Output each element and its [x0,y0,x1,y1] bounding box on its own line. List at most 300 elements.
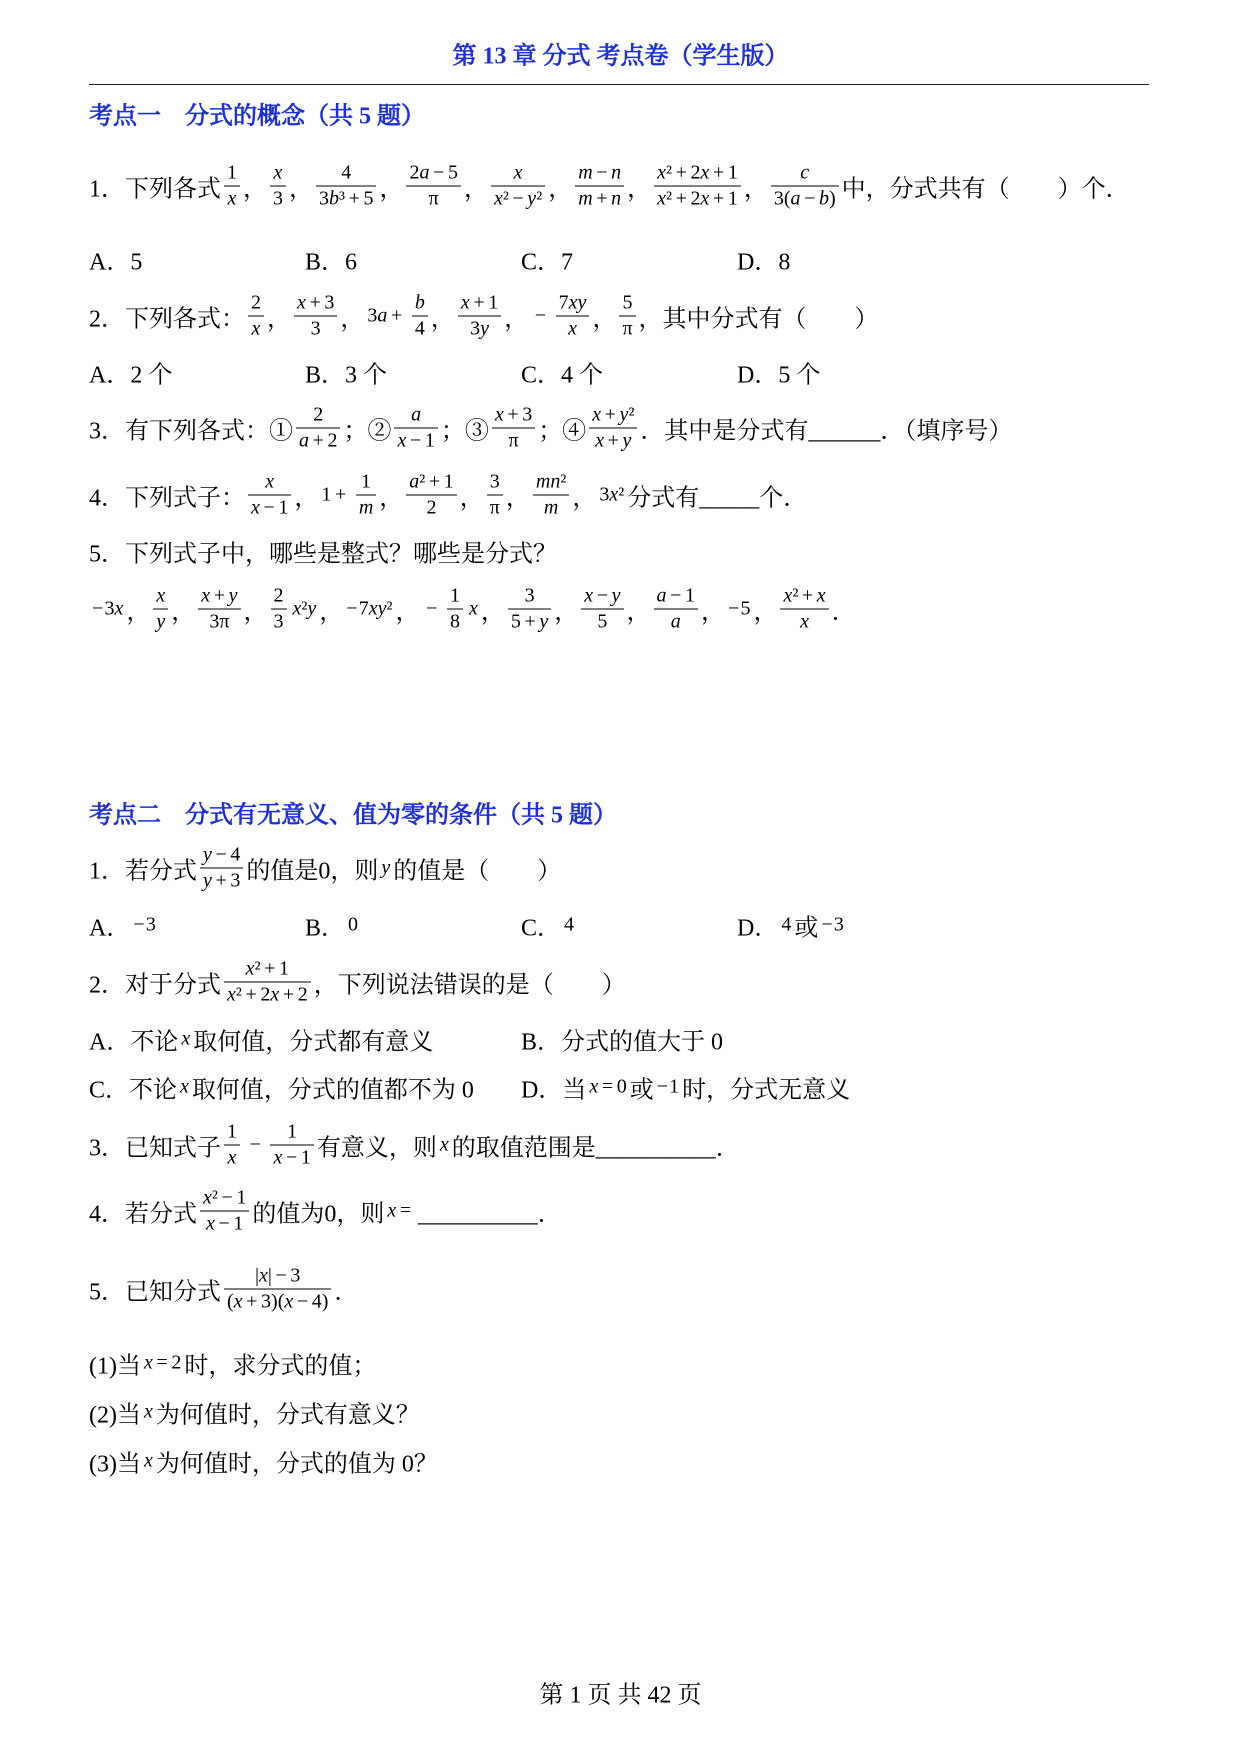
option-item [521,242,737,277]
math-operator: − [285,1146,298,1169]
math-variable: x [143,1400,153,1423]
math-symbol: 1 [300,1146,311,1169]
math-expression [290,598,320,621]
math-operator: + [334,483,347,506]
math-expression [586,1076,629,1099]
math-variable: m [578,161,593,184]
math-symbol: ( [227,1290,234,1313]
options-line [89,355,953,390]
text-run: C．7 [521,249,574,276]
math-symbol: π [219,610,230,633]
math-symbol: 2 [313,403,324,426]
math-operator: + [473,291,485,314]
math-symbol: 1 [236,1186,247,1209]
math-symbol: ² [419,470,426,493]
math-symbol: 1 [361,470,372,493]
math-variable: x [595,429,605,452]
math-symbol: 3 [310,317,321,340]
math-symbol: π [489,496,500,519]
math-variable: x [227,187,237,210]
math-expression [778,914,794,937]
math-variable: a [377,304,388,327]
math-variable: x [206,1212,215,1235]
fraction-numerator [270,162,286,186]
math-variable: x [800,610,809,633]
fraction-denominator [581,609,623,634]
section-heading: 考点一 分式的概念（共 5 题） [89,103,425,130]
math-symbol: 3 [524,584,535,607]
math-symbol: | [267,1264,272,1287]
math-expression [654,1076,682,1099]
fraction-denominator [224,982,311,1007]
math-symbol: 3 [273,187,283,210]
fraction-denominator [394,428,437,453]
math-operator: − [296,1290,309,1313]
math-operator: + [801,584,814,607]
fraction-denominator [458,316,501,341]
text-run: 5．下列式子中，哪些是整式？哪些是分式？ [89,541,557,568]
option-item [521,908,737,943]
option-item [305,242,521,277]
math-variable: x [397,429,407,452]
fraction-denominator [492,428,535,453]
math-symbol: 3 [230,869,241,892]
question-line [89,1121,740,1170]
math-variable: y [622,429,632,452]
text-run: ， [592,306,617,333]
math-operator: − [218,1212,230,1235]
math-symbol: 1 [727,161,738,184]
fraction-numerator [491,162,545,186]
math-symbol: 5 [597,610,608,633]
math-symbol: 3 [319,187,329,210]
fraction-numerator [406,162,460,186]
text-run: A．5 [89,249,143,276]
math-symbol: 1 [233,1212,244,1235]
math-symbol: 3 [522,403,533,426]
fraction [780,585,828,634]
math-symbol: 1 [727,187,738,210]
math-expression [437,1134,452,1157]
text-run: ， [243,599,268,626]
math-symbol: 3 [209,610,220,633]
math-symbol: 1 [321,483,332,506]
text-run: ， [294,485,319,512]
text-run: 的值是0，则 [246,858,379,885]
text-run: ， [430,306,455,333]
fraction-denominator [200,868,243,893]
text-run: ．其中是分式有______．（填序号） [640,418,1013,445]
text-run: D．当 [521,1077,587,1104]
question-line [89,162,1130,211]
math-operator: + [675,161,687,184]
text-run: ；② [343,418,392,445]
math-operator: − [133,913,145,936]
math-variable: x [387,1199,397,1222]
math-operator: − [534,304,547,327]
math-symbol: 5 [363,187,374,210]
fraction-numerator [492,404,535,428]
math-expression [141,1401,156,1424]
math-operator: + [246,1290,258,1313]
math-symbol: ² [560,470,567,493]
fraction-denominator [771,186,839,211]
question-line [89,404,1012,453]
math-variable: x [265,470,275,493]
fraction-numerator [575,162,624,186]
text-run: ， [243,176,267,203]
math-symbol: 3 [290,1264,301,1287]
text-run: 的取值范围是__________． [451,1135,740,1162]
math-variable: y [480,317,489,340]
fraction-numerator [248,292,264,316]
fraction-numerator [458,292,501,316]
math-variable: m [358,496,374,519]
math-variable: a [409,470,420,493]
math-symbol: 3 [773,187,784,210]
fraction-denominator [153,609,168,634]
math-symbol: 4 [230,843,241,866]
math-variable: x [201,584,211,607]
math-symbol: ( [783,187,791,210]
math-symbol: 2 [327,429,338,452]
text-run: C．不论 [89,1077,178,1104]
math-symbol: ² [301,597,308,620]
math-symbol: 2 [690,187,701,210]
math-operator: − [727,597,740,620]
math-variable: b [329,187,339,210]
math-operator: − [221,1186,233,1209]
fraction-denominator [533,495,569,520]
fraction [198,585,240,634]
math-variable: x [493,187,503,210]
math-operator: + [712,161,725,184]
fraction-numerator [654,585,698,609]
math-symbol: ² [254,957,261,980]
math-symbol: 3 [261,1290,272,1313]
text-run: ， [743,176,768,203]
math-symbol: 4 [311,1290,322,1313]
text-run: ， [480,599,505,626]
math-symbol: ² [235,983,242,1006]
math-variable: x [584,584,594,607]
option-item [521,1022,953,1057]
math-symbol: 2 [260,983,271,1006]
fraction-denominator [271,609,287,634]
math-variable: x [227,983,236,1006]
math-variable: x [181,1027,191,1050]
math-symbol: 7 [558,291,569,314]
fraction-numerator [556,292,590,316]
fraction-denominator [487,495,503,520]
question-line [89,1395,420,1430]
math-symbol: ) [321,1290,329,1313]
math-operator: + [312,429,324,452]
question-line [89,1346,376,1381]
math-variable: m [543,496,559,519]
option-item [737,908,953,943]
math-operator: − [670,584,682,607]
fraction [224,958,311,1007]
math-operator: + [213,584,226,607]
math-symbol: 1 [227,161,237,184]
question-line [89,958,626,1007]
fraction-numerator [296,404,340,428]
math-variable: m [578,187,593,210]
text-run: B．分式的值大于 0 [521,1029,724,1056]
math-operator: − [596,161,608,184]
text-run: ， [505,485,530,512]
math-symbol: 0 [348,913,359,936]
text-run: ． [334,1279,359,1306]
text-run: ， [267,306,291,333]
fraction [654,162,741,211]
math-symbol: ² [536,187,543,210]
fraction [316,162,376,211]
fraction-numerator [406,471,456,495]
math-expression [378,857,393,880]
math-symbol: 2 [409,161,420,184]
math-variable: n [550,470,561,493]
math-variable: y [228,584,238,607]
math-variable: x [114,597,124,620]
math-symbol: 4 [414,317,425,340]
fraction-numerator [270,1121,313,1145]
fraction-numerator [533,471,569,495]
fraction-numerator [619,292,635,316]
text-run: ， [395,599,420,626]
math-expression [178,1028,193,1051]
fraction-numerator [581,585,623,609]
fraction-denominator [200,1211,249,1236]
fraction-denominator [296,428,340,453]
math-expression [343,598,395,621]
fraction-numerator [316,162,376,186]
math-symbol: π [508,429,519,452]
math-variable: x [156,584,166,607]
math-expression [818,914,846,937]
math-variable: x [469,597,478,620]
option-item [521,355,737,390]
fraction [619,292,635,341]
fraction [356,471,376,520]
math-symbol: 2 [297,983,308,1006]
fraction-numerator [487,471,503,495]
math-expression [141,1450,156,1473]
math-variable: x [251,317,261,340]
math-symbol: 2 [171,1351,182,1374]
math-variable: b [414,291,425,314]
options-line [89,242,953,277]
math-operator: + [264,957,276,980]
math-variable: n [611,161,622,184]
text-run: 时，分式无意义 [682,1077,851,1104]
math-variable: x [494,403,504,426]
math-operator: + [524,610,536,633]
fraction [296,404,340,453]
math-variable: x [284,1290,294,1313]
fraction-numerator [224,162,240,186]
math-variable: x [368,597,378,620]
text-run: 2．对于分式 [89,972,221,999]
math-variable: x [245,957,255,980]
fraction-denominator [316,186,376,211]
math-symbol: 5 [510,610,521,633]
math-symbol: π [428,187,439,210]
math-symbol: ² [792,584,799,607]
math-symbol: ³ [339,187,345,210]
text-run: 取何值，分式的值都不为 0 [191,1077,474,1104]
math-symbol: 1 [669,1075,680,1098]
math-variable: y [377,597,387,620]
math-expression [89,598,126,621]
math-symbol: 1 [684,584,695,607]
fraction-denominator [406,495,456,520]
text-run: 中，分式共有（ ）个． [841,176,1130,203]
header-rule [89,84,1149,85]
math-operator: − [596,584,609,607]
fraction-numerator [224,1121,240,1145]
option-item [737,242,953,277]
text-run: 的值是（ ） [393,858,562,885]
text-run: C．4 个 [521,362,604,389]
fraction-denominator [248,495,291,520]
math-operator: − [215,843,227,866]
math-expression [596,484,627,507]
math-variable: y [307,597,317,620]
option-item [305,355,521,390]
math-variable: x [568,291,578,314]
text-run: 或 [629,1077,654,1104]
text-run: 为何值时，分式的值为 0？ [155,1451,438,1478]
math-variable: x [783,584,793,607]
math-operator: + [348,187,360,210]
fraction-numerator [412,292,428,316]
text-run: D．8 [737,249,791,276]
text-run: 时，求分式的值； [184,1353,377,1380]
math-symbol: 3 [145,913,156,936]
math-variable: a [656,584,667,607]
fraction [556,292,590,341]
math-expression [318,484,352,507]
fraction-denominator [270,1145,313,1170]
fraction-denominator [224,1145,240,1170]
fraction [654,585,698,634]
text-run: (2)当 [89,1402,141,1429]
math-symbol: 1 [287,1120,298,1143]
math-expression [725,598,753,621]
math-variable: y [619,403,629,426]
text-run: ， [340,306,365,333]
fraction [458,292,501,341]
math-symbol: ² [666,187,672,210]
section-heading: 考点二 分式有无意义、值为零的条件（共 5 题） [89,802,617,829]
options-line [89,1022,953,1057]
math-symbol: 2 [273,584,284,607]
fraction-denominator [447,609,463,634]
fraction [581,585,623,634]
math-expression [528,305,552,328]
fraction [487,471,503,520]
fraction-numerator [394,404,437,428]
math-variable: x [657,187,666,210]
fraction [248,471,291,520]
math-operator: − [821,913,833,936]
text-run: D． [737,915,779,942]
option-item [89,1022,521,1057]
fraction-numerator [271,585,287,609]
fraction-denominator [270,186,286,211]
math-symbol: 2 [251,291,261,314]
fraction-denominator [198,609,240,634]
text-run: ， [700,599,725,626]
math-operator: = [399,1199,412,1222]
math-operator: + [604,403,616,426]
math-operator: + [507,403,519,426]
text-run: 取何值，分式都有意义 [193,1029,434,1056]
math-symbol: 1 [488,291,499,314]
math-symbol: ( [277,1290,285,1313]
fraction [447,585,463,634]
math-symbol: π [622,317,633,340]
math-symbol: 3 [599,483,610,506]
text-run: A． [89,915,131,942]
fraction-denominator [412,316,428,341]
fraction [294,292,337,341]
fraction [406,162,460,211]
fraction-numerator [508,585,551,609]
math-variable: x [273,161,283,184]
fraction-numerator [200,844,243,868]
math-symbol: 4 [781,913,792,936]
math-expression [141,1352,184,1375]
math-variable: a [670,610,681,633]
math-symbol: 2 [690,161,701,184]
text-run: 1．下列各式 [89,176,221,203]
math-expression [130,914,158,937]
math-operator: + [245,983,257,1006]
fraction-denominator [248,316,264,341]
text-run: 分式有_____个． [627,485,808,512]
math-symbol: 5 [622,291,633,314]
fraction [412,292,428,341]
math-operator: = [156,1351,168,1374]
text-run: ， [379,176,404,203]
fraction-denominator [780,609,828,634]
math-variable: x [460,291,470,314]
math-symbol: | [255,1264,260,1287]
math-symbol: ) [271,1290,278,1313]
question-line [89,844,561,893]
math-variable: y [203,843,212,866]
math-expression [345,914,361,937]
math-variable: x [292,597,302,620]
page-number: 第 1 页 共 42 页 [539,1682,702,1709]
math-symbol: 1 [278,496,289,519]
math-variable: x [259,1264,268,1287]
text-run: ， [626,599,651,626]
math-symbol: 1 [424,429,435,452]
math-variable: a [790,187,801,210]
fraction-numerator [447,585,463,609]
text-run: (3)当 [89,1451,141,1478]
option-item [521,1070,953,1105]
fraction-denominator [575,186,624,211]
math-variable: x [227,1146,237,1169]
math-variable: y [611,584,621,607]
math-variable: x [251,496,260,519]
text-run: 2．下列各式： [89,306,245,333]
